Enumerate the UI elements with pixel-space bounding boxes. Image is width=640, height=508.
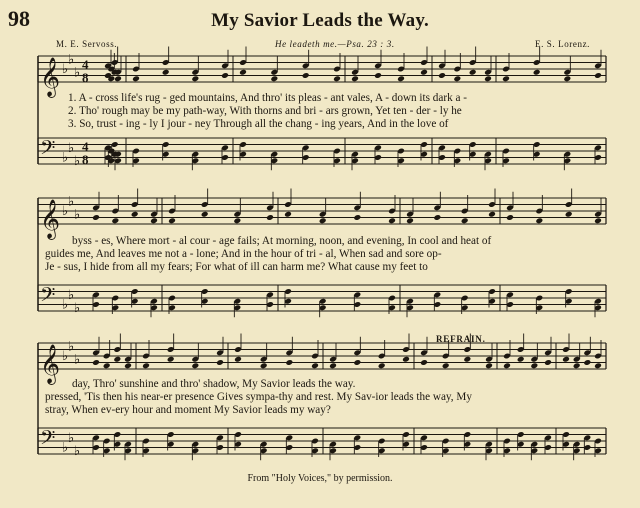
flat-sign: ♭	[74, 300, 81, 316]
flat-sign: ♭	[62, 204, 69, 219]
note-head	[270, 75, 278, 82]
flat-sign: ♭	[68, 52, 75, 68]
lyric-line: 1. A - cross life's rug - ged mountains, And thro' its pleas - ant vales, A - down its dark a -	[68, 92, 467, 104]
note-head	[420, 359, 428, 366]
note-head	[201, 211, 209, 218]
note-head	[266, 214, 274, 221]
note-head	[239, 69, 247, 76]
note-head	[517, 356, 525, 363]
note-head	[442, 362, 450, 369]
note-head	[142, 362, 150, 369]
author-credit: M. E. Servoss.	[56, 39, 118, 49]
note-head	[535, 217, 543, 224]
page-number: 98	[8, 6, 30, 31]
lyric-line: Je - sus, I hide from all my fears; For what of ill can harm me? What cause my feet to	[45, 261, 428, 273]
note-head	[92, 359, 100, 366]
note-head	[420, 69, 428, 76]
note-head	[114, 75, 122, 82]
lyric-line: pressed, 'Tis then his near-er presence Gives sympa-thy and rest. My Sav-ior leads the way, My	[45, 391, 472, 403]
note-head	[463, 356, 471, 363]
flat-sign: ♭	[74, 65, 81, 81]
flat-sign: ♭	[74, 207, 81, 223]
scripture-reference: He leadeth me.—Psa. 23 : 3.	[275, 39, 395, 49]
note-head	[132, 75, 140, 82]
note-head	[573, 362, 581, 369]
note-head	[111, 217, 119, 224]
time-signature-top: 4	[82, 57, 89, 72]
note-head	[594, 217, 602, 224]
note-head	[167, 356, 175, 363]
hymn-title: My Savior Leads the Way.	[211, 10, 429, 31]
note-head	[488, 211, 496, 218]
bass-clef: 𝄢	[40, 283, 56, 311]
flat-sign: ♭	[62, 440, 69, 456]
note-head	[433, 214, 441, 221]
treble-clef: 𝄞	[40, 199, 61, 239]
lyric-line: guides me, And leaves me not a - lone; And in the hour of tri - al, When sad and sore op-	[45, 248, 442, 260]
note-head	[594, 72, 602, 79]
flat-sign: ♭	[68, 287, 75, 303]
note-head	[461, 217, 469, 224]
note-head	[544, 359, 552, 366]
note-head	[191, 75, 199, 82]
flat-sign: ♭	[62, 150, 69, 166]
note-head	[563, 75, 571, 82]
note-head	[113, 356, 121, 363]
time-signature-top: 4	[82, 139, 89, 154]
treble-clef: 𝄞	[40, 344, 61, 384]
time-signature-bottom: 8	[82, 70, 89, 85]
note-head	[260, 362, 268, 369]
flat-sign: ♭	[68, 430, 75, 446]
note-head	[191, 362, 199, 369]
flat-sign: ♭	[68, 194, 75, 210]
note-head	[565, 211, 573, 218]
note-head	[583, 359, 591, 366]
note-head	[285, 359, 293, 366]
time-signature-bottom: 8	[82, 152, 89, 167]
note-head	[506, 214, 514, 221]
note-head	[351, 75, 359, 82]
lyric-line: day, Thro' sunshine and thro' shadow, My Savior leads the way.	[72, 378, 356, 390]
note-head	[333, 75, 341, 82]
treble-clef: 𝄞	[40, 57, 61, 97]
note-head	[378, 362, 386, 369]
note-head	[284, 211, 292, 218]
footer-credit: From "Holy Voices," by permission.	[247, 473, 393, 484]
composer-credit: E. S. Lorenz.	[535, 39, 591, 49]
flat-sign: ♭	[62, 349, 69, 364]
note-head	[406, 217, 414, 224]
lyric-line: stray, When ev-ery hour and moment My Savior leads my way?	[45, 404, 331, 416]
note-head	[594, 362, 602, 369]
note-head	[92, 214, 100, 221]
flat-sign: ♭	[62, 62, 69, 77]
flat-sign: ♭	[74, 153, 81, 169]
note-head	[388, 217, 396, 224]
note-head	[124, 362, 132, 369]
note-head	[216, 359, 224, 366]
note-head	[319, 217, 327, 224]
note-head	[453, 75, 461, 82]
note-head	[402, 356, 410, 363]
flat-sign: ♭	[74, 352, 81, 368]
note-head	[438, 72, 446, 79]
note-head	[168, 217, 176, 224]
note-head	[234, 356, 242, 363]
note-head	[353, 214, 361, 221]
note-head	[562, 356, 570, 363]
flat-sign: ♭	[68, 140, 75, 156]
lyric-line: 3. So, trust - ing - ly I jour - ney Through all the chang - ing years, And in the love of	[68, 118, 449, 130]
note-head	[162, 69, 170, 76]
refrain-label: REFRAIN.	[436, 334, 486, 344]
flat-sign: ♭	[62, 297, 69, 313]
note-head	[397, 75, 405, 82]
note-head	[530, 362, 538, 369]
note-head	[469, 69, 477, 76]
note-head	[484, 75, 492, 82]
note-head	[233, 217, 241, 224]
lyric-line: 2. Tho' rough may be my path-way, With thorns and bri - ars grown, Yet ten - der - ly he	[68, 105, 462, 117]
bass-clef: 𝄢	[40, 136, 56, 164]
note-head	[485, 362, 493, 369]
note-head	[311, 362, 319, 369]
note-head	[103, 362, 111, 369]
note-head	[131, 211, 139, 218]
note-head	[329, 362, 337, 369]
flat-sign: ♭	[74, 443, 81, 459]
note-head	[150, 217, 158, 224]
flat-sign: ♭	[68, 339, 75, 355]
note-head	[502, 75, 510, 82]
note-head	[503, 362, 511, 369]
bass-clef: 𝄢	[40, 426, 56, 454]
lyric-line: byss - es, Where mort - al cour - age fails; At morning, noon, and evening, In cool and heat of	[72, 235, 492, 247]
note-head	[533, 69, 541, 76]
note-head	[353, 359, 361, 366]
note-head	[374, 72, 382, 79]
note-head	[302, 72, 310, 79]
note-head	[221, 72, 229, 79]
